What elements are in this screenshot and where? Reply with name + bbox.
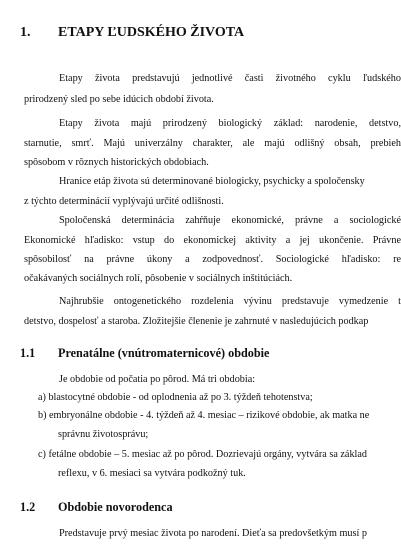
paragraph-line: Hranice etáp života sú determinované biologicky, psychicky a spoločensky <box>59 176 365 187</box>
paragraph-line: z týchto determinácií vyplývajú určité odlišnosti. <box>24 196 224 207</box>
paragraph-line: prirodzený sled po sebe idúcich období života. <box>24 94 214 105</box>
list-item-continuation: reflexu, v 6. mesiaci sa vytvára podkožný tuk. <box>58 468 246 479</box>
paragraph-line: Predstavuje prvý mesiac života po narodení. Dieťa sa predovšetkým musí p <box>59 528 367 539</box>
section-title: Obdobie novorodenca <box>58 500 173 514</box>
paragraph-line: očakávaných sociálnych rolí, pôsobenie v sociálnych inštitúciách. <box>24 273 293 284</box>
paragraph-line: spôsobom v rôznych historických obdobiach. <box>24 157 209 168</box>
section-intro: Je obdobie od počatia po pôrod. Má tri obdobia: <box>59 374 256 385</box>
paragraph-line: Etapy života predstavujú jednotlivé časti životného cyklu ľudského <box>59 73 401 84</box>
chapter-number: 1. <box>20 25 31 40</box>
paragraph-line: starnutie, smrť. Majú univerzálny charakter, ale majú odlišný obsah, prebieh <box>24 138 401 149</box>
section-number: 1.2 <box>20 500 36 514</box>
chapter-title: ETAPY ĽUDSKÉHO ŽIVOTA <box>58 25 245 40</box>
paragraph-line: Najhrubšie ontogenetického rozdelenia vývinu predstavuje vymedzenie t <box>59 296 401 307</box>
paragraph-line: Spoločenská determinácia zahŕňuje ekonomické, právne a sociologické <box>59 215 401 226</box>
section-number: 1.1 <box>20 346 36 360</box>
paragraph-line: detstvo, dospelosť a staroba. Zložitejšie členenie je zahrnuté v nasledujúcich podkap <box>24 316 369 327</box>
list-item: c) fetálne obdobie – 5. mesiac až po pôrod. Dozrievajú orgány, vytvára sa základ <box>38 449 367 460</box>
list-item: a) blastocytné obdobie - od oplodnenia až po 3. týždeň tehotenstva; <box>38 392 313 403</box>
section-title: Prenatálne (vnútromaternicové) obdobie <box>58 346 270 360</box>
paragraph-line: Ekonomické hľadisko: vstup do ekonomickej aktivity a jej ukončenie. Právne <box>24 235 401 246</box>
list-item-continuation: správnu životosprávu; <box>58 429 149 440</box>
paragraph-line: Etapy života majú prirodzený biologický základ: narodenie, detstvo, <box>59 118 401 129</box>
list-item: b) embryonálne obdobie - 4. týždeň až 4. mesiac – rizikové obdobie, ak matka ne <box>38 410 370 421</box>
paragraph-line: spôsobilosť na právne úkony a zodpovednosť. Sociologické hľadisko: re <box>24 254 401 265</box>
